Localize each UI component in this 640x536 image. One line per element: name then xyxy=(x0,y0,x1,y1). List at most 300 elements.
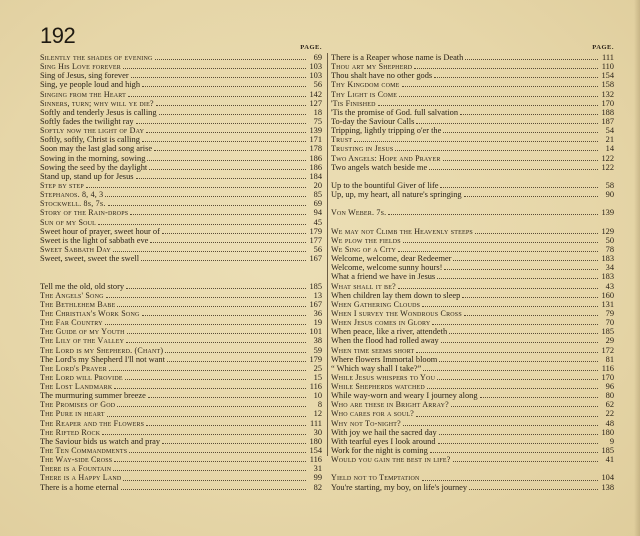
entry-title: Welcome, welcome sunny hours! xyxy=(331,263,443,273)
dot-leader xyxy=(142,80,306,87)
entry-title: Sinners, turn; why will ye die? xyxy=(40,98,154,108)
dot-leader xyxy=(117,400,306,407)
index-entry xyxy=(331,409,614,418)
entry-page-number: 116 xyxy=(309,382,322,392)
entry-page-number: 9 xyxy=(609,436,614,446)
dot-leader xyxy=(154,144,306,151)
dot-leader xyxy=(475,227,598,234)
entry-title: Thy Light is Come xyxy=(331,89,398,99)
dot-leader xyxy=(126,282,306,289)
dot-leader xyxy=(147,154,306,161)
dot-leader xyxy=(437,373,598,380)
entry-title: There is a Reaper whose name is Death xyxy=(331,53,464,62)
dot-leader xyxy=(451,400,598,407)
entry-page-number: 180 xyxy=(309,436,322,446)
entry-page-number: 139 xyxy=(309,126,322,136)
entry-page-number: 96 xyxy=(605,382,614,392)
dot-leader xyxy=(432,318,598,325)
index-list-left xyxy=(40,53,322,492)
entry-title: Trust xyxy=(331,135,353,145)
index-entry xyxy=(331,373,614,382)
entry-title: The Lily of the Valley xyxy=(40,336,125,346)
entry-page-number: 167 xyxy=(309,299,322,309)
entry-page-number: 15 xyxy=(313,372,322,382)
index-entry xyxy=(40,108,322,117)
index-entry xyxy=(331,108,614,117)
index-entry xyxy=(40,355,322,364)
entry-title: Tell me the old, old story xyxy=(40,281,125,291)
entry-page-number: 13 xyxy=(313,290,322,300)
dot-leader xyxy=(480,391,598,398)
index-entry xyxy=(331,272,614,281)
entry-title: Why not To-night? xyxy=(331,418,401,428)
index-entry xyxy=(40,300,322,309)
dot-leader xyxy=(149,163,306,170)
index-entry xyxy=(40,455,322,464)
dot-leader xyxy=(117,300,306,307)
index-entry xyxy=(331,245,614,254)
entry-page-number: 122 xyxy=(601,162,614,172)
index-list-right xyxy=(331,53,614,492)
index-entry xyxy=(331,163,614,172)
entry-title: The Angels' Song xyxy=(40,290,104,300)
entry-title: Sing of Jesus, sing forever xyxy=(40,71,129,81)
index-entry xyxy=(331,99,614,108)
index-entry xyxy=(331,419,614,428)
dot-leader xyxy=(130,208,306,215)
index-entry xyxy=(40,190,322,199)
entry-page-number: 172 xyxy=(601,345,614,355)
entry-page-number: 154 xyxy=(601,71,614,81)
index-entry xyxy=(40,391,322,400)
index-entry xyxy=(40,464,322,473)
index-entry xyxy=(40,446,322,455)
entry-title: Up to the bountiful Giver of life xyxy=(331,180,439,190)
dot-leader xyxy=(121,483,306,490)
entry-page-number: 58 xyxy=(605,180,614,190)
index-entry xyxy=(40,80,322,89)
index-entry xyxy=(40,254,322,263)
index-entry xyxy=(331,144,614,153)
dot-leader xyxy=(441,336,598,343)
entry-page-number: 25 xyxy=(313,363,322,373)
index-entry xyxy=(40,90,322,99)
entry-title: Sowing the seed by the daylight xyxy=(40,162,148,172)
entry-title: What shall it be? xyxy=(331,281,396,291)
entry-title: To-day the Saviour Calls xyxy=(331,116,415,126)
entry-page-number: 30 xyxy=(313,427,322,437)
entry-page-number: 99 xyxy=(313,473,322,483)
entry-title: The Lord's my Shepherd I'll not want xyxy=(40,354,165,364)
index-entry xyxy=(331,291,614,300)
dot-leader xyxy=(439,355,598,362)
entry-page-number: 158 xyxy=(601,80,614,90)
dot-leader xyxy=(440,181,598,188)
section-gap xyxy=(40,263,322,272)
entry-title: With joy we hail the sacred day xyxy=(331,427,437,437)
entry-page-number: 186 xyxy=(309,153,322,163)
entry-title: Softly fades the twilight ray xyxy=(40,116,134,126)
entry-title: There is a Fountain xyxy=(40,464,112,474)
index-entry xyxy=(40,154,322,163)
entry-page-number: 22 xyxy=(605,409,614,419)
dot-leader xyxy=(127,327,306,334)
dot-leader xyxy=(439,428,598,435)
entry-page-number: 185 xyxy=(601,327,614,337)
dot-leader xyxy=(416,410,598,417)
index-entry xyxy=(331,181,614,190)
index-entry xyxy=(40,135,322,144)
index-entry xyxy=(40,291,322,300)
index-entry xyxy=(40,62,322,71)
entry-page-number: 138 xyxy=(601,482,614,492)
dot-leader xyxy=(414,62,598,69)
entry-page-number: 177 xyxy=(309,235,322,245)
dot-leader xyxy=(142,309,306,316)
index-entry xyxy=(331,62,614,71)
entry-page-number: 45 xyxy=(313,217,322,227)
index-entry xyxy=(331,227,614,236)
entry-title: There is a home eternal xyxy=(40,482,119,492)
entry-title: The Bethlehem Babe xyxy=(40,299,116,309)
index-entry xyxy=(40,336,322,345)
index-entry xyxy=(40,99,322,108)
entry-title: Tripping, lightly tripping o'er the xyxy=(331,126,442,136)
dot-leader xyxy=(123,474,306,481)
entry-page-number: 18 xyxy=(313,107,322,117)
index-entry xyxy=(40,318,322,327)
dot-leader xyxy=(398,282,598,289)
entry-title: Work for the night is coming xyxy=(331,446,428,456)
entry-title: Up, up, my heart, all nature's springing xyxy=(331,190,462,200)
dot-leader xyxy=(107,410,306,417)
entry-page-number: 170 xyxy=(601,372,614,382)
dot-leader xyxy=(109,364,306,371)
dot-leader xyxy=(146,419,306,426)
entry-title: The Ten Commandments xyxy=(40,446,128,456)
entry-title: Yield not to Temptation xyxy=(331,473,420,483)
index-entry xyxy=(331,309,614,318)
entry-title: Step by step xyxy=(40,180,84,190)
dot-leader xyxy=(462,291,598,298)
entry-title: 'Tis Finished xyxy=(331,98,376,108)
dot-leader xyxy=(108,199,306,206)
entry-title: Two angels watch beside me xyxy=(331,162,428,172)
index-entry xyxy=(40,428,322,437)
index-entry xyxy=(331,327,614,336)
dot-leader xyxy=(416,117,598,124)
dot-leader xyxy=(150,236,306,243)
entry-page-number: 111 xyxy=(310,418,322,428)
entry-title: Stockwell. 8s, 7s. xyxy=(40,199,106,209)
dot-leader xyxy=(430,446,598,453)
entry-page-number: 69 xyxy=(313,199,322,209)
entry-page-number: 81 xyxy=(605,354,614,364)
index-entry xyxy=(40,346,322,355)
index-entry xyxy=(40,400,322,409)
entry-page-number: 179 xyxy=(309,226,322,236)
index-entry xyxy=(331,382,614,391)
index-entry xyxy=(40,163,322,172)
dot-leader xyxy=(141,254,306,261)
entry-page-number: 43 xyxy=(605,281,614,291)
dot-leader xyxy=(395,144,598,151)
index-entry xyxy=(40,382,322,391)
index-entry xyxy=(331,446,614,455)
entry-page-number: 184 xyxy=(309,171,322,181)
index-entry xyxy=(331,154,614,163)
index-entry xyxy=(331,71,614,80)
dot-leader xyxy=(429,163,598,170)
entry-page-number: 129 xyxy=(601,226,614,236)
dot-leader xyxy=(113,245,306,252)
dot-leader xyxy=(443,154,598,161)
entry-page-number: 127 xyxy=(309,98,322,108)
entry-page-number: 59 xyxy=(313,345,322,355)
index-entry xyxy=(40,218,322,227)
entry-title: Stephanos. 8, 4, 3 xyxy=(40,190,104,200)
entry-page-number: 79 xyxy=(605,308,614,318)
entry-page-number: 94 xyxy=(313,208,322,218)
entry-page-number: 103 xyxy=(309,62,322,72)
entry-title: Thou art my Shepherd xyxy=(331,62,413,72)
dot-leader xyxy=(416,346,598,353)
page-column-header: PAGE. xyxy=(592,44,614,51)
dot-leader xyxy=(102,428,306,435)
index-column-left xyxy=(40,42,322,492)
index-entry xyxy=(331,208,614,217)
entry-title: While Jesus whispers to You xyxy=(331,372,436,382)
entry-page-number: 185 xyxy=(601,446,614,456)
entry-page-number: 8 xyxy=(317,400,322,410)
index-entry xyxy=(331,53,614,62)
entry-page-number: 110 xyxy=(601,62,614,72)
entry-title: When the flood had rolled away xyxy=(331,336,439,346)
entry-page-number: 21 xyxy=(605,135,614,145)
index-entry xyxy=(40,126,322,135)
index-entry xyxy=(40,208,322,217)
entry-title: The murmuring summer breeze xyxy=(40,391,146,401)
entry-page-number: 34 xyxy=(605,263,614,273)
dot-leader xyxy=(403,236,598,243)
dot-leader xyxy=(464,190,598,197)
entry-title: 'Tis the promise of God. full salvation xyxy=(331,107,459,117)
index-entry xyxy=(331,437,614,446)
entry-title: Sing, ye people loud and high xyxy=(40,80,141,90)
entry-page-number: 104 xyxy=(601,473,614,483)
dot-leader xyxy=(128,90,306,97)
dot-leader xyxy=(402,80,598,87)
dot-leader xyxy=(156,99,306,106)
entry-title: We Sing of a City xyxy=(331,244,397,254)
index-entry xyxy=(40,364,322,373)
dot-leader xyxy=(422,300,598,307)
entry-title: Sowing in the morning, sowing xyxy=(40,153,146,163)
entry-title: The Way-side Cross xyxy=(40,455,113,465)
entry-title: Softly, softly, Christ is calling xyxy=(40,135,140,145)
index-entry xyxy=(40,117,322,126)
dot-leader xyxy=(146,126,306,133)
index-entry xyxy=(40,227,322,236)
entry-page-number: 132 xyxy=(601,89,614,99)
index-entry xyxy=(40,245,322,254)
dot-leader xyxy=(131,71,306,78)
dot-leader xyxy=(464,309,598,316)
entry-title: While way-worn and weary I journey along xyxy=(331,391,478,401)
index-entry xyxy=(331,254,614,263)
entry-page-number: 179 xyxy=(309,354,322,364)
entry-title: The Pure in heart xyxy=(40,409,105,419)
entry-title: When I survey the Wondrous Cross xyxy=(331,308,462,318)
dot-leader xyxy=(422,474,598,481)
entry-title: The Promises of God xyxy=(40,400,116,410)
dot-leader xyxy=(388,208,598,215)
entry-page-number: 101 xyxy=(309,327,322,337)
entry-title: The Lord's Prayer xyxy=(40,363,107,373)
dot-leader xyxy=(159,108,306,115)
entry-title: When peace, like a river, attendeth xyxy=(331,327,448,337)
index-entry xyxy=(331,391,614,400)
index-entry xyxy=(40,199,322,208)
entry-title: The Reaper and the Flowers xyxy=(40,418,145,428)
dot-leader xyxy=(136,172,306,179)
index-entry xyxy=(331,364,614,373)
entry-title: The Rifted Rock xyxy=(40,427,101,437)
entry-page-number: 20 xyxy=(313,180,322,190)
entry-page-number: 142 xyxy=(309,89,322,99)
entry-page-number: 10 xyxy=(313,391,322,401)
index-entry xyxy=(331,473,614,482)
section-gap xyxy=(331,218,614,227)
index-entry xyxy=(331,263,614,272)
entry-title: When children lay them down to sleep xyxy=(331,290,461,300)
index-column-right xyxy=(327,44,614,492)
entry-page-number: 103 xyxy=(309,71,322,81)
entry-title: Trusting in Jesus xyxy=(331,144,394,154)
entry-title: While Shepherds watched xyxy=(331,382,425,392)
index-entry xyxy=(40,437,322,446)
entry-page-number: 54 xyxy=(605,126,614,136)
page-number: 192 xyxy=(40,23,76,48)
entry-title: Sun of my Soul xyxy=(40,217,97,227)
entry-title: Soon may the last glad song arise xyxy=(40,144,153,154)
index-entry xyxy=(40,144,322,153)
entry-page-number: 56 xyxy=(313,244,322,254)
entry-page-number: 70 xyxy=(605,318,614,328)
dot-leader xyxy=(126,336,306,343)
entry-page-number: 19 xyxy=(313,318,322,328)
dot-leader xyxy=(114,455,306,462)
entry-title: Thy Kingdom come xyxy=(331,80,400,90)
entry-page-number: 183 xyxy=(601,272,614,282)
entry-page-number: 178 xyxy=(309,144,322,154)
entry-page-number: 90 xyxy=(605,190,614,200)
entry-title: We plow the fields xyxy=(331,235,401,245)
dot-leader xyxy=(469,483,598,490)
dot-leader xyxy=(434,71,598,78)
entry-title: Who are these in Bright Array? xyxy=(331,400,449,410)
dot-leader xyxy=(142,135,306,142)
entry-page-number: 31 xyxy=(313,464,322,474)
page-edge-shadow xyxy=(634,0,640,536)
dot-leader xyxy=(162,437,306,444)
entry-title: The Lord is my Shepherd. (Chant) xyxy=(40,345,164,355)
entry-page-number: 48 xyxy=(605,418,614,428)
entry-page-number: 154 xyxy=(309,446,322,456)
dot-leader xyxy=(113,464,306,471)
entry-page-number: 183 xyxy=(601,254,614,264)
dot-leader xyxy=(403,419,598,426)
dot-leader xyxy=(465,53,598,60)
entry-page-number: 187 xyxy=(601,116,614,126)
index-entry xyxy=(40,483,322,492)
index-entry xyxy=(331,190,614,199)
entry-title: Von Weber. 7s. xyxy=(331,208,387,218)
index-entry xyxy=(40,181,322,190)
entry-page-number: 78 xyxy=(605,244,614,254)
entry-page-number: 38 xyxy=(313,336,322,346)
entry-page-number: 122 xyxy=(601,153,614,163)
entry-title: You're starting, my boy, on life's journey xyxy=(331,482,468,492)
entry-page-number: 80 xyxy=(605,391,614,401)
entry-page-number: 69 xyxy=(313,53,322,62)
entry-title: The Far Country xyxy=(40,318,103,328)
entry-title: The Christian's Work Song xyxy=(40,308,140,318)
index-entry xyxy=(331,126,614,135)
index-entry xyxy=(331,318,614,327)
index-entry xyxy=(331,300,614,309)
index-entry xyxy=(40,282,322,291)
entry-title: When Jesus comes in Glory xyxy=(331,318,431,328)
entry-title: The Lost Landmark xyxy=(40,382,113,392)
entry-title: Sing His Love forever xyxy=(40,62,121,72)
dot-leader xyxy=(399,90,598,97)
dot-leader xyxy=(449,327,598,334)
index-entry xyxy=(40,327,322,336)
dot-leader xyxy=(423,364,598,371)
index-entry xyxy=(331,117,614,126)
entry-page-number: 82 xyxy=(313,482,322,492)
index-entry xyxy=(331,135,614,144)
index-entry xyxy=(331,400,614,409)
entry-title: Where flowers Immortal bloom xyxy=(331,354,438,364)
dot-leader xyxy=(453,254,598,261)
entry-title: Stand up, stand up for Jesus xyxy=(40,171,134,181)
dot-leader xyxy=(125,373,306,380)
entry-title: What a friend we have in Jesus xyxy=(331,272,436,282)
entry-title: When time seems short xyxy=(331,345,415,355)
entry-page-number: 50 xyxy=(605,235,614,245)
entry-page-number: 180 xyxy=(601,427,614,437)
dot-leader xyxy=(453,455,599,462)
index-entry xyxy=(331,428,614,437)
dot-leader xyxy=(438,437,598,444)
section-gap xyxy=(331,199,614,208)
dot-leader xyxy=(129,446,306,453)
dot-leader xyxy=(444,263,598,270)
entry-title: With tearful eyes I look around xyxy=(331,436,436,446)
entry-page-number: 111 xyxy=(602,53,614,62)
entry-title: Thou shalt have no other gods xyxy=(331,71,433,81)
entry-page-number: 116 xyxy=(601,363,614,373)
entry-title: Sweet Sabbath Day xyxy=(40,244,111,254)
dot-leader xyxy=(106,291,306,298)
index-entry xyxy=(331,80,614,89)
dot-leader xyxy=(443,126,598,133)
section-gap xyxy=(40,272,322,281)
dot-leader xyxy=(427,382,598,389)
dot-leader xyxy=(155,53,306,60)
